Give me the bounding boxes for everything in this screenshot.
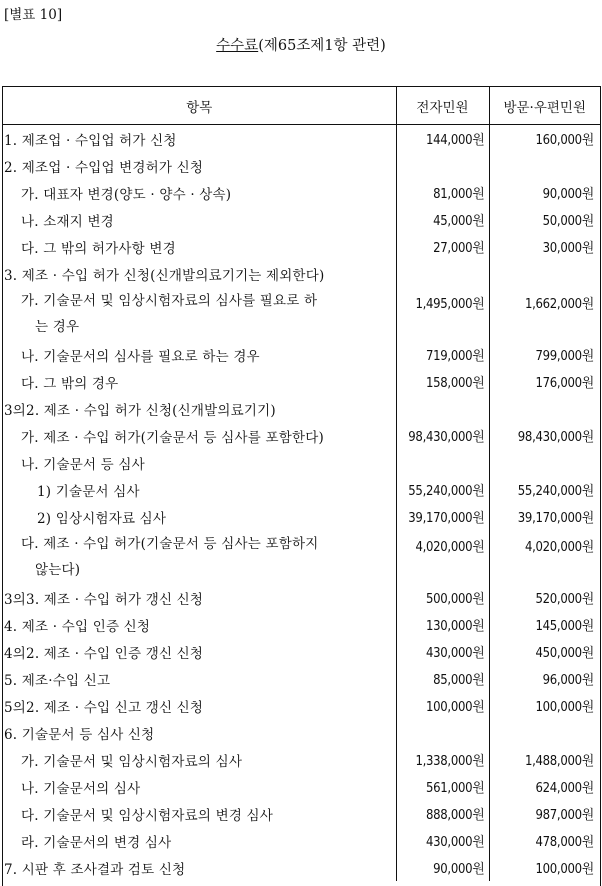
table-row xyxy=(3,800,600,827)
table-row xyxy=(3,692,600,719)
row-electronic-fee: 130,000원 xyxy=(396,611,489,638)
row-visit-fee xyxy=(489,395,600,422)
row-item-label xyxy=(3,287,396,341)
row-item-label: 6. 기술문서 등 심사 신청 xyxy=(4,726,155,743)
row-visit-fee: 624,000원 xyxy=(489,773,600,800)
row-visit-fee xyxy=(489,449,600,476)
row-item-label: 다. 기술문서 및 임상시험자료의 변경 심사 xyxy=(21,807,274,824)
row-electronic-fee xyxy=(396,152,489,179)
row-item-label: 5. 제조·수입 신고 xyxy=(4,672,111,689)
table-row xyxy=(3,206,600,233)
row-item-label: 5의2. 제조 · 수입 신고 갱신 신청 xyxy=(4,699,204,716)
row-visit-fee: 478,000원 xyxy=(489,827,600,854)
row-electronic-fee: 430,000원 xyxy=(396,638,489,665)
row-visit-fee: 145,000원 xyxy=(489,611,600,638)
row-item-label: 2. 제조업 · 수입업 변경허가 신청 xyxy=(4,159,204,176)
row-item-label-line1: 다. 제조 · 수입 허가(기술문서 등 심사는 포함하지 xyxy=(21,536,319,552)
row-item-label: 다. 그 밖의 허가사항 변경 xyxy=(21,240,176,257)
table-row xyxy=(3,773,600,800)
row-item-label-line2: 않는다) xyxy=(35,562,81,578)
annex-label: [별표 10] xyxy=(4,7,63,23)
table-row xyxy=(3,260,600,287)
row-electronic-fee xyxy=(396,449,489,476)
row-item-label: 3의2. 제조 · 수입 허가 신청(신개발의료기기) xyxy=(4,402,276,419)
table-row xyxy=(3,611,600,638)
row-item-label: 3의3. 제조 · 수입 허가 갱신 신청 xyxy=(4,591,204,608)
row-visit-fee: 39,170,000원 xyxy=(489,503,600,530)
row-electronic-fee: 4,020,000원 xyxy=(396,530,489,584)
table-row xyxy=(3,530,600,584)
table-row xyxy=(3,125,600,153)
row-electronic-fee: 45,000원 xyxy=(396,206,489,233)
table-row xyxy=(3,395,600,422)
row-visit-fee: 1,662,000원 xyxy=(489,287,600,341)
table-row xyxy=(3,422,600,449)
row-electronic-fee: 144,000원 xyxy=(396,125,489,153)
fee-table xyxy=(3,87,600,881)
row-visit-fee: 987,000원 xyxy=(489,800,600,827)
row-item-label-line1: 가. 기술문서 및 임상시험자료의 심사를 필요로 하 xyxy=(21,293,318,309)
title-reference: (제65조제1항 관련) xyxy=(258,38,386,54)
row-visit-fee: 100,000원 xyxy=(489,854,600,881)
row-electronic-fee xyxy=(396,719,489,746)
table-row xyxy=(3,746,600,773)
row-electronic-fee: 500,000원 xyxy=(396,584,489,611)
row-visit-fee: 98,430,000원 xyxy=(489,422,600,449)
row-visit-fee: 100,000원 xyxy=(489,692,600,719)
row-item-label: 2) 임상시험자료 심사 xyxy=(37,510,167,527)
row-item-label: 4. 제조 · 수입 인증 신청 xyxy=(4,618,151,635)
row-electronic-fee: 81,000원 xyxy=(396,179,489,206)
row-item-label: 가. 제조 · 수입 허가(기술문서 등 심사를 포함한다) xyxy=(21,429,324,446)
header-item: 항목 xyxy=(3,87,396,125)
table-row xyxy=(3,341,600,368)
table-row xyxy=(3,287,600,341)
row-visit-fee: 160,000원 xyxy=(489,125,600,153)
table-header-row xyxy=(3,87,600,125)
page-title xyxy=(0,34,602,55)
row-visit-fee: 799,000원 xyxy=(489,341,600,368)
row-electronic-fee: 100,000원 xyxy=(396,692,489,719)
row-visit-fee: 50,000원 xyxy=(489,206,600,233)
row-visit-fee: 450,000원 xyxy=(489,638,600,665)
header-electronic: 전자민원 xyxy=(396,87,489,125)
row-electronic-fee: 27,000원 xyxy=(396,233,489,260)
row-item-label-line2: 는 경우 xyxy=(35,319,80,335)
table-row xyxy=(3,233,600,260)
row-electronic-fee: 888,000원 xyxy=(396,800,489,827)
row-electronic-fee: 98,430,000원 xyxy=(396,422,489,449)
row-visit-fee: 176,000원 xyxy=(489,368,600,395)
row-electronic-fee: 430,000원 xyxy=(396,827,489,854)
row-item-label: 7. 시판 후 조사결과 검토 신청 xyxy=(4,861,186,878)
row-item-label: 1) 기술문서 심사 xyxy=(37,483,140,500)
row-item-label: 가. 대표자 변경(양도 · 양수 · 상속) xyxy=(21,186,232,203)
table-row xyxy=(3,854,600,881)
row-electronic-fee: 158,000원 xyxy=(396,368,489,395)
row-item-label: 나. 소재지 변경 xyxy=(21,213,114,230)
row-visit-fee: 90,000원 xyxy=(489,179,600,206)
table-row xyxy=(3,719,600,746)
row-visit-fee xyxy=(489,260,600,287)
table-row xyxy=(3,476,600,503)
row-item-label: 4의2. 제조 · 수입 인증 갱신 신청 xyxy=(4,645,204,662)
row-visit-fee: 1,488,000원 xyxy=(489,746,600,773)
row-visit-fee xyxy=(489,152,600,179)
row-item-label: 나. 기술문서의 심사 xyxy=(21,780,141,797)
row-electronic-fee: 561,000원 xyxy=(396,773,489,800)
row-item-label: 3. 제조 · 수입 허가 신청(신개발의료기기는 제외한다) xyxy=(4,267,325,284)
row-visit-fee: 520,000원 xyxy=(489,584,600,611)
row-item-label: 가. 기술문서 및 임상시험자료의 심사 xyxy=(21,753,243,770)
table-row xyxy=(3,503,600,530)
row-electronic-fee: 39,170,000원 xyxy=(396,503,489,530)
row-electronic-fee: 90,000원 xyxy=(396,854,489,881)
table-row xyxy=(3,827,600,854)
table-row xyxy=(3,584,600,611)
row-electronic-fee xyxy=(396,260,489,287)
row-item-label: 다. 그 밖의 경우 xyxy=(21,375,119,392)
row-item-label: 나. 기술문서의 심사를 필요로 하는 경우 xyxy=(21,348,260,365)
table-row xyxy=(3,179,600,206)
row-electronic-fee: 1,338,000원 xyxy=(396,746,489,773)
row-electronic-fee: 1,495,000원 xyxy=(396,287,489,341)
row-item-label: 라. 기술문서의 변경 심사 xyxy=(21,834,172,851)
row-item-label: 1. 제조업 · 수입업 허가 신청 xyxy=(4,132,177,149)
header-visit-mail: 방문·우편민원 xyxy=(489,87,600,125)
row-electronic-fee xyxy=(396,395,489,422)
row-electronic-fee: 85,000원 xyxy=(396,665,489,692)
row-visit-fee: 96,000원 xyxy=(489,665,600,692)
row-visit-fee: 55,240,000원 xyxy=(489,476,600,503)
row-item-label: 나. 기술문서 등 심사 xyxy=(21,456,145,473)
row-visit-fee: 30,000원 xyxy=(489,233,600,260)
title-main: 수수료 xyxy=(216,38,259,54)
table-row xyxy=(3,152,600,179)
row-electronic-fee: 719,000원 xyxy=(396,341,489,368)
table-row xyxy=(3,638,600,665)
row-electronic-fee: 55,240,000원 xyxy=(396,476,489,503)
row-visit-fee: 4,020,000원 xyxy=(489,530,600,584)
table-row xyxy=(3,665,600,692)
table-row xyxy=(3,449,600,476)
row-item-label xyxy=(3,530,396,584)
table-row xyxy=(3,368,600,395)
row-visit-fee xyxy=(489,719,600,746)
